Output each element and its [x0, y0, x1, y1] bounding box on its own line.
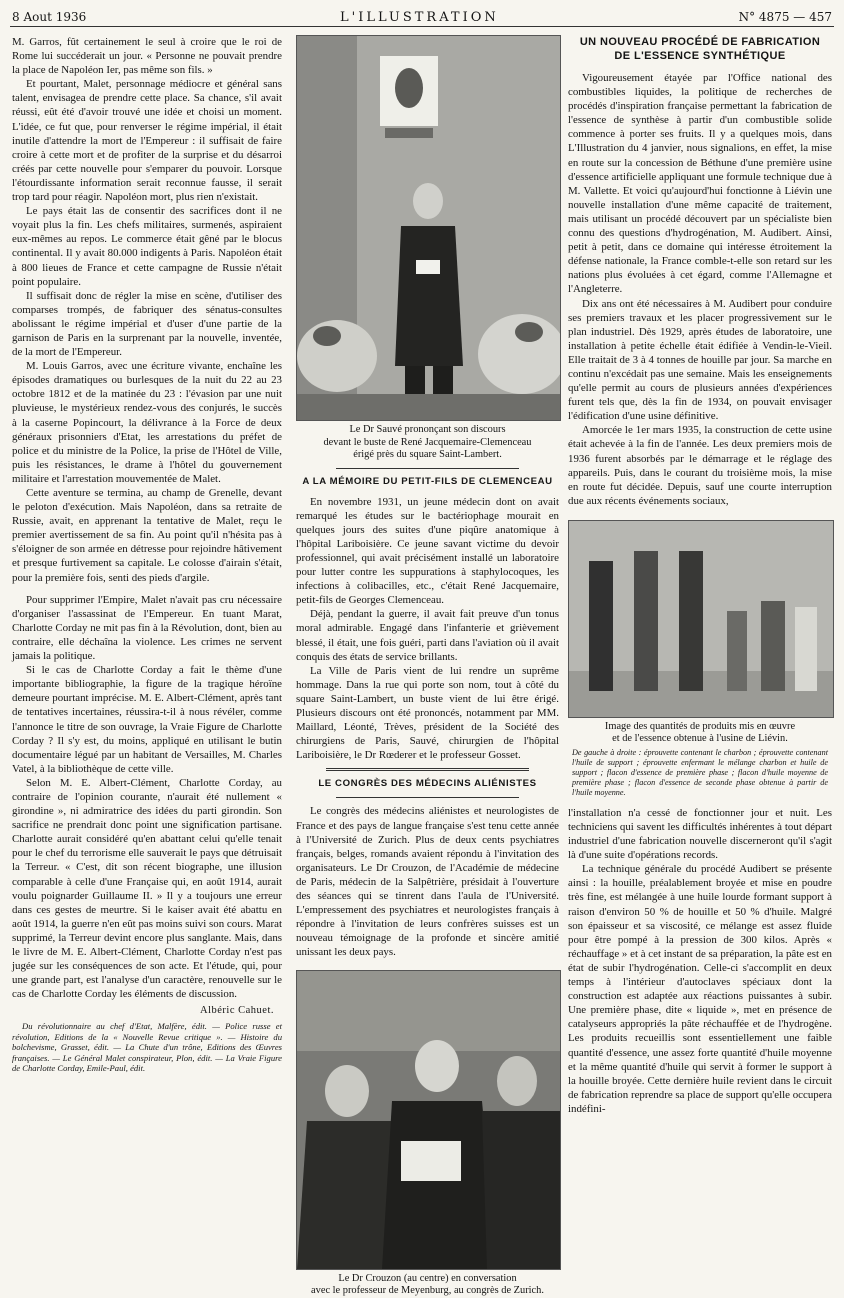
products-photo-illustration: [569, 521, 833, 717]
paragraph: Il suffisait donc de régler la mise en scène, d'utiliser des comparses trompés, de fabriquer des sénatus-consultes abolissant le régime impérial et d'user d'une partie de la garnison de Paris en la surprenant par la nouvelle, inventée, de la mort de l'Empereur.: [12, 289, 282, 359]
header-date: 8 Aout 1936: [12, 10, 87, 24]
photo-caption: Le Dr Crouzon (au centre) en conversation avec le professeur de Meyenburg, au congrès de Zurich.: [311, 1272, 544, 1296]
bibliography-footnote: Du révolutionnaire au chef d'Etat, Malfère, édit. — Police russe et révolution, Editions de la « Nouvelle Revue critique ». — Histoire du bolchevisme, Grasset, édit. — La Chute d'un trône, Editions des Œuvres françaises. — Le Général Malet conspirateur, Plon, édit. — La Vraie Figure de Charlotte Corday, Emile-Paul, édit.: [12, 1021, 282, 1074]
section-heading: A LA MÉMOIRE DU PETIT-FILS DE CLEMENCEAU: [302, 475, 553, 487]
photo-caption: Le Dr Sauvé prononçant son discours devant le buste de René Jacquemaire-Clemenceau érigé près du square Saint-Lambert.: [323, 424, 532, 460]
speech-photo-illustration: [297, 36, 560, 420]
paragraph: Amorcée le 1er mars 1935, la construction de cette usine était achevée à la fin de l'année. Les deux premiers mois de 1936 furent absorbés par le démarrage et le réglage des appareils. Puis, dans le courant du troisième mois, la mise en route fut décidée. Depuis, sauf une courte interruption due aux récents événements sociaux,: [568, 424, 832, 507]
paragraph: M. Garros, fût certainement le seul à croire que le roi de Rome lui succéderait un jour. « Personne ne pouvait prendre la place de Napoléon Ier, pas même son fils. »: [12, 36, 282, 77]
photo-products: [568, 520, 834, 718]
section-divider: [326, 768, 529, 771]
paragraph: Le pays était las de consentir des sacrifices dont il ne voyait plus la fin. Les chefs militaires, surmenés, aspiraient eux-mêmes au repos. Le commerce était gêné par le blocus continental. Il y avait 80.000 indigents à Paris. Napoléon était à 800 lieues de France et cette campagne de Russie n'était point populaire.: [12, 205, 282, 288]
paragraph: Si le cas de Charlotte Corday a fait le thème d'une importante bibliographie, la figure de la tragique héroïne demeure pourtant imprécise. M. E. Albert-Clément, après tant de tentatives incertaines, réussira-t-il à nous révéler, comme l'annonce le titre de son ouvrage, la Vraie Figure de Charlotte Corday ? Il s'y est, du moins, appliqué en utilisant le butin documentaire légué par un habitant de Versailles, M. Charles Vatel, à la bibliothèque de cette ville.: [12, 664, 282, 775]
congress-photo-illustration: [297, 971, 560, 1269]
header-title: L'ILLUSTRATION: [340, 10, 499, 25]
paragraph: Dix ans ont été nécessaires à M. Audibert pour conduire ses premiers travaux et les placer progressivement sur le plan industriel. Dès 1929, après études de laboratoire, une installation à petite échelle était édifiée à Vendin-le-Vieil. Elle traitait de 3 à 4 tonnes de houille par jour. Sa marche en continu n'excédait pas une semaine. Mais les enseignements qu'elle permit au cours de plusieurs années d'expériences furent tels que, dès la fin de 1934, on pouvait envisager l'édification d'une usine définitive.: [568, 297, 832, 423]
paragraph: La technique générale du procédé Audibert se présente ainsi : la houille, préalablement broyée et mise en poudre très fine, est mélangée à une huile lourde formant support à raison d'environ 50 % de houille et 50 % d'huile. Malgré son épaisseur et sa viscosité, ce mélange est assez fluide pour être pompé à la pression de 300 kilos. Après « réchauffage » et à cet instant de sa préparation, la pâte est en état de subir l'hydrogénation. Celle-ci s'accomplit en deux temps à l'intérieur d'autoclaves spéciaux dont la construction est adaptée aux réactions puissantes à subir. Une première phase, dite « liquide », met en présence de catalyseurs appropriés la pâte réchauffée et de l'hydrogène. Les produits recueillis sont essentiellement une faible quantité d'essence, une assez forte quantité d'huile moyenne et la même quantité d'huile qui servit à former le support à la houille broyée. Cette dernière huile revient dans le circuit de fabrication reprendre sa place de support qu'elle occupera indéfini-: [568, 863, 832, 1115]
paragraph: Selon M. E. Albert-Clément, Charlotte Corday, au contraire de l'opinion courante, n'aurait été nullement « girondine », ni admiratrice des idées du parti girondin. Son sacrifice ne prendrait donc point une signification partisane. Charlotte aurait considéré qu'en abattant celui qu'elle tenait pour le chef du terrorisme elle sauverait le pays que détruisait la Terreur. « C'est, dit son récent biographe, une illusion comparable à celle d'une Française qui, en août 1914, aurait voulu poignarder Guillaume II. » Il y a toujours une erreur dans ces gestes de meurtre. Si le kaiser avait été abattu en août 1914, la guerre n'en eût pas moins suivi son cours. Marat supprimé, la Terreur devint encore plus sanglante. Mais, dans le livre de M. E. Albert-Clément, Charlotte Corday n'est pas jugée sur les conséquences de son acte. Et l'étude, qui, pour une grande part, est l'analyse d'un caractère, renouvelle sur le cas de Charlotte Corday les éléments de discussion.: [12, 776, 282, 1001]
section-divider: [336, 797, 519, 798]
paragraph: La Ville de Paris vient de lui rendre un suprême hommage. Dans la rue qui porte son nom, tout à côté du square Saint-Lambert, un buste vient de lui être érigé. Plusieurs discours ont été prononcés, notamment par MM. Maillard, Léonté, Trèves, président de la Société des chirurgiens de Paris, Sauvé, chirurgien de l'hôpital Lariboisière, le Dr Rœderer et le professeur Gosset.: [296, 664, 559, 762]
section-divider: [336, 468, 519, 469]
paragraph: Déjà, pendant la guerre, il avait fait preuve d'un tonus moral admirable. Engagé dans l'infanterie et grièvement blessé, il était, une fois guéri, parti dans l'aviation où il avait conquis des états de service brillants.: [296, 608, 559, 663]
paragraph: l'installation n'a cessé de fonctionner jour et nuit. Les techniciens qui savent les difficultés inhérentes à tout départ industriel d'une fabrication nouvelle discerneront qu'il s'agit là d'une suite d'opérations records.: [568, 806, 832, 862]
column-middle: [296, 35, 559, 1298]
author-signature: Albéric Cahuet.: [200, 1005, 274, 1017]
photo-legend: De gauche à droite : éprouvette contenant le charbon ; éprouvette contenant l'huile de support ; éprouvette enfermant le mélange charbon et huile de support ; flacon d'essence de première phase ; flacon d'huile moyenne de première phase ; flacon d'essence de seconde phase obtenue à partir de l'huile moyenne.: [572, 747, 828, 797]
paragraph: En novembre 1931, un jeune médecin dont on avait remarqué les études sur le bactériophage mourait en quelques jours des suites d'une piqûre anatomique à l'hôpital Lariboisière. Ce jeune savant victime du devoir professionnel, qui avait précisément installé un laboratoire pour lutter contre les suppurations à staphylocoques, les infections à colibacilles, etc., c'était René Jacquemaire, petit-fils de Georges Clemenceau.: [296, 495, 559, 607]
paragraph: Cette aventure se termina, au champ de Grenelle, devant le peloton d'exécution. Mais Napoléon, dans sa retraite de Russie, avait, en apprenant la tentative de Malet, reçu le premier avertissement de sa fin. Au point qu'il n'hésita pas à s'éloigner de son armée en détresse pour rejoindre hâtivement et presque furtivement sa capitale. Le colosse d'airain s'était, pour la première fois, senti des pieds d'argile.: [12, 487, 282, 584]
column-right: [568, 35, 832, 1116]
paragraph: Vigoureusement étayée par l'Office national des combustibles liquides, la politique de recherches de procédés d'inspiration française permettant la fabrication de l'essence de synthèse à partir d'un combustible solide commence à porter ses fruits. Il y a quelques mois, dans L'Illustration du 4 janvier, nous signalions, en effet, la mise en route sur la concession de Béthune d'une première usine d'essence artificielle appliquant une formule technique due à M. Vallette. Et voici qu'aujourd'hui fonctionne à Liévin une nouvelle installation d'une même capacité de traitement, mais utilisant un procédé découvert par un spécialiste bien connu des questions d'hydrogénation, M. Audibert. Ainsi, petit à petit, dans ce domaine qui intéresse étroitement la défense nationale, la France comble-t-elle son retard sur les nations plus évoluées à cet égard, comme l'Allemagne et l'Angleterre.: [568, 72, 832, 296]
paragraph: Le congrès des médecins aliénistes et neurologistes de France et des pays de langue française s'est tenu cette année à l'Université de Zurich. Plus de deux cents psychiatres français, belges, romands avaient répondu à l'invitation des organisateurs. Le Dr Crouzon, de l'Académie de médecine de Paris, médecin de la Salpêtrière, présidait à l'ouverture des séances qui se tinrent dans l'aula de l'Université. L'empressement des psychiatres et neurologistes français à répondre à l'invitation de leurs confrères suisses est un nouveau témoignage de la profonde et sincère amitié unissant les deux pays.: [296, 805, 559, 959]
paragraph: Et pourtant, Malet, personnage médiocre et général sans talent, envisagea de prendre cette place. Sa chance, s'il avait réussi, eût été d'avoir trouvé une idée et choisi un moment. L'idée, ce fut que, pour renverser le régime impérial, il était inutile d'attendre la mort de l'Empereur : il suffisait de faire croire à cette mort et de profiter de la surprise et du désarroi créés par cette nouvelle pour s'emparer du pouvoir. Lorsque l'étourdissante information serait reconnue fausse, il serait trop tard pour réagir. Napoléon mort, plus rien n'existait.: [12, 78, 282, 204]
section-heading: LE CONGRÈS DES MÉDECINS ALIÉNISTES: [318, 778, 537, 790]
article-heading: UN NOUVEAU PROCÉDÉ DE FABRICATION DE L'ESSENCE SYNTHÉTIQUE: [579, 36, 821, 62]
page-header: [0, 6, 844, 28]
photo-speech: [296, 35, 561, 421]
paragraph: M. Louis Garros, avec une écriture vivante, enchaîne les épisodes dramatiques ou burlesques de la nuit du 22 au 23 octobre 1812 et de la matinée du 23 : l'évasion par une nuit pluvieuse, le mystérieux rendez-vous des conjurés, le succès à la caserne Popincourt, la délivrance à la Force de deux généraux prisonniers d'Etat, les arrestations du préfet de police et du ministre de la Police, la prise de l'Hôtel de Ville, puis les résistances, le drame à l'hôtel du gouvernement militaire et l'arrestation mouvementée de Malet.: [12, 360, 282, 485]
paragraph: Pour supprimer l'Empire, Malet n'avait pas cru nécessaire d'organiser l'assassinat de l'Empereur. En tuant Marat, Charlotte Corday ne mit pas fin à la Révolution, dont, bien au contraire, elle déchaîna la violence. Les crimes ne servent jamais la politique.: [12, 593, 282, 663]
photo-caption: Image des quantités de produits mis en œuvre et de l'essence obtenue à l'usine de Liévin.: [604, 720, 796, 745]
photo-congress: [296, 970, 561, 1270]
header-number: N° 4875 — 457: [738, 10, 832, 24]
header-rule: [10, 26, 834, 27]
column-left: [12, 35, 282, 1074]
